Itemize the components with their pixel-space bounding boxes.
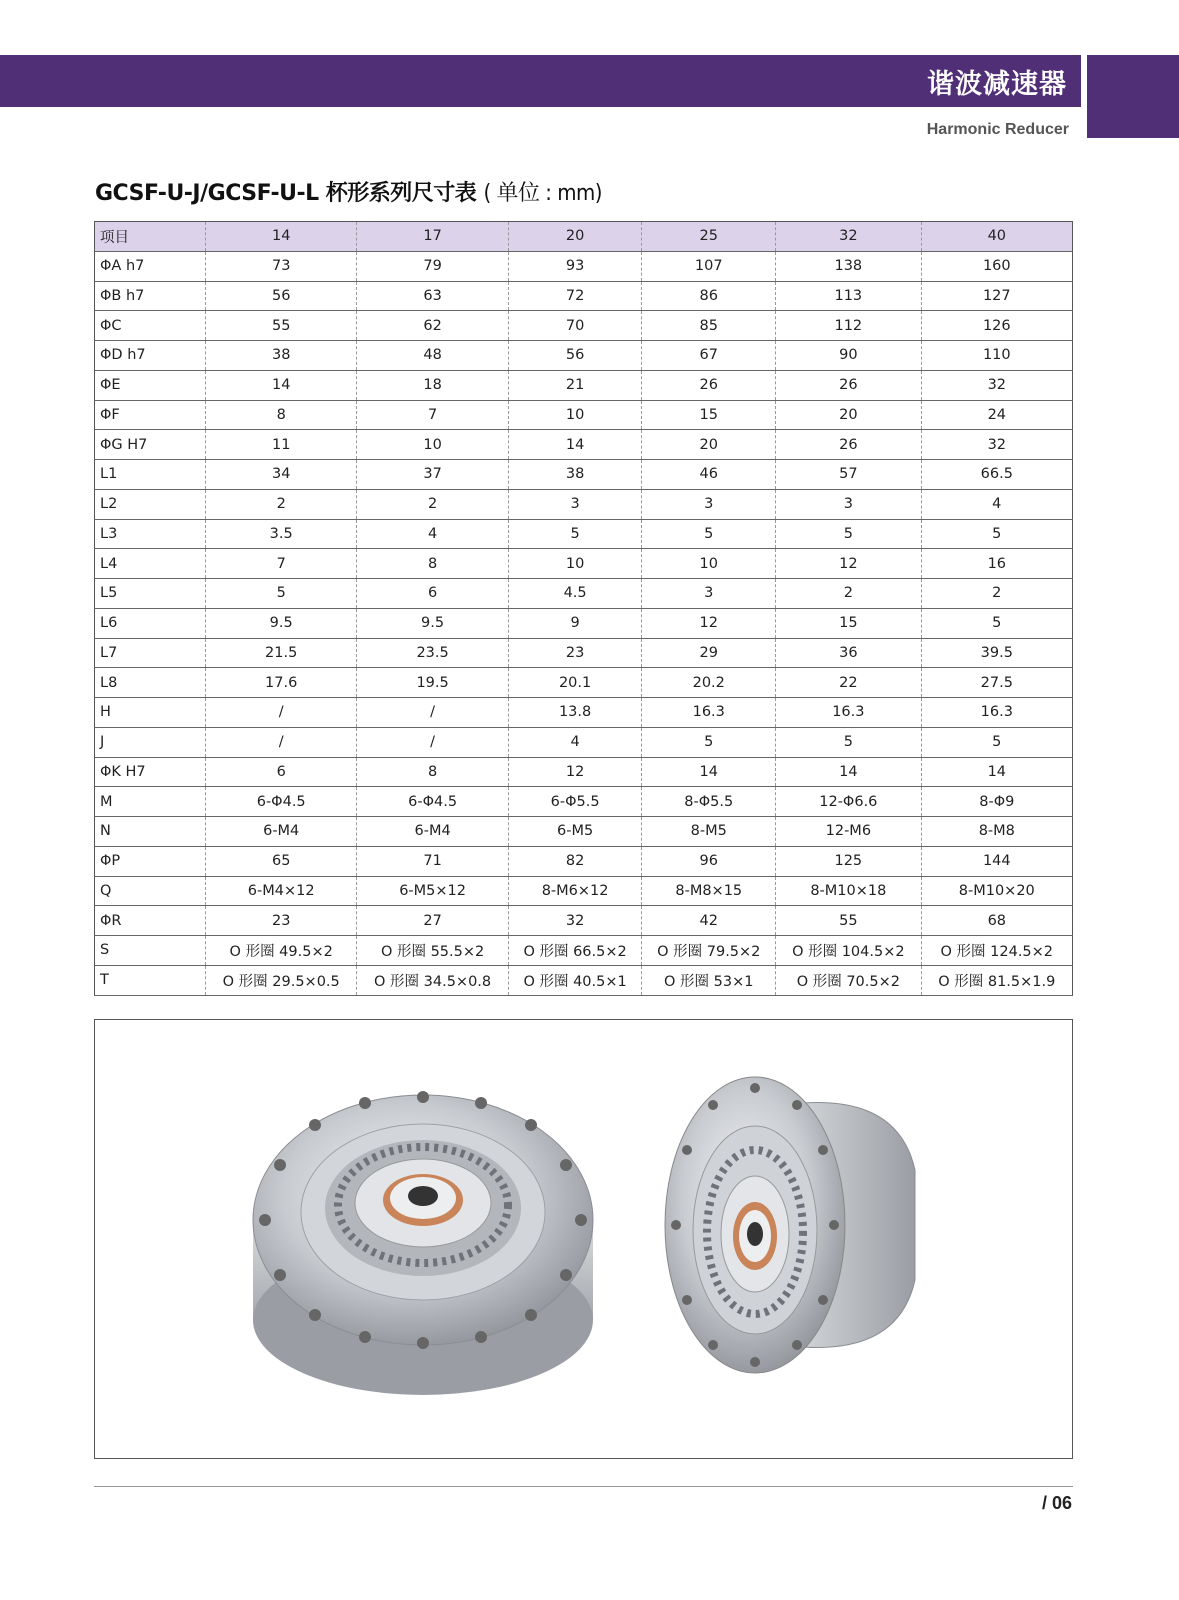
row-label: L6 [95,608,206,638]
table-cell: 93 [508,251,642,281]
table-row [95,400,1073,430]
table-cell: 107 [642,251,776,281]
product-illustration [95,1020,1072,1458]
table-cell: 85 [642,311,776,341]
table-cell: 8-M10×18 [776,876,921,906]
table-cell: O 形圈 81.5×1.9 [921,965,1072,995]
table-header-item: 项目 [95,222,206,252]
table-row [95,876,1073,906]
table-cell: 8-M8×15 [642,876,776,906]
table-cell: 112 [776,311,921,341]
row-label: ΦF [95,400,206,430]
table-cell: 12-Φ6.6 [776,787,921,817]
table-cell: 55 [206,311,357,341]
table-cell: O 形圈 55.5×2 [357,936,508,966]
table-cell: O 形圈 53×1 [642,965,776,995]
table-title-main: GCSF-U-J/GCSF-U-L 杯形系列尺寸表 [95,181,477,206]
table-row [95,579,1073,609]
table-cell: 8 [206,400,357,430]
row-label: ΦD h7 [95,341,206,371]
table-cell: 6-Φ5.5 [508,787,642,817]
row-label: L1 [95,460,206,490]
table-title-unit: ( 单位 : mm) [483,181,602,206]
product-photo-box [94,1019,1073,1459]
row-label: H [95,698,206,728]
table-cell: 66.5 [921,460,1072,490]
table-cell: 125 [776,846,921,876]
table-cell: 6 [206,757,357,787]
table-cell: 8-M5 [642,817,776,847]
table-cell: 86 [642,281,776,311]
table-cell: 10 [508,400,642,430]
table-header-size: 40 [921,222,1072,252]
row-label: L2 [95,489,206,519]
table-cell: 144 [921,846,1072,876]
table-cell: 14 [921,757,1072,787]
table-cell: 9.5 [357,608,508,638]
table-header-size: 25 [642,222,776,252]
table-title [95,176,602,207]
table-cell: 7 [206,549,357,579]
table-cell: 5 [776,519,921,549]
header-band [0,55,1081,107]
table-row [95,965,1073,995]
table-cell: 16.3 [642,698,776,728]
table-cell: 3 [508,489,642,519]
table-row [95,727,1073,757]
table-cell: O 形圈 66.5×2 [508,936,642,966]
table-row [95,549,1073,579]
table-cell: 8-M8 [921,817,1072,847]
table-cell: 34 [206,460,357,490]
table-row [95,906,1073,936]
table-cell: 37 [357,460,508,490]
table-cell: 16.3 [921,698,1072,728]
table-cell: O 形圈 79.5×2 [642,936,776,966]
table-cell: 8 [357,549,508,579]
table-cell: 11 [206,430,357,460]
row-label: L8 [95,668,206,698]
table-cell: 32 [921,370,1072,400]
row-label: ΦK H7 [95,757,206,787]
table-cell: 3.5 [206,519,357,549]
table-cell: / [357,698,508,728]
table-cell: O 形圈 104.5×2 [776,936,921,966]
table-cell: 21.5 [206,638,357,668]
row-label: ΦC [95,311,206,341]
dimension-table [94,221,1073,996]
table-row [95,341,1073,371]
table-row [95,846,1073,876]
row-label: ΦG H7 [95,430,206,460]
header-side-block [1087,55,1179,138]
row-label: ΦP [95,846,206,876]
row-label: T [95,965,206,995]
table-cell: 6-M4 [206,817,357,847]
table-cell: 24 [921,400,1072,430]
table-row [95,698,1073,728]
table-cell: O 形圈 70.5×2 [776,965,921,995]
table-cell: 22 [776,668,921,698]
table-cell: 113 [776,281,921,311]
table-cell: 4.5 [508,579,642,609]
table-cell: 5 [921,727,1072,757]
table-cell: 5 [921,519,1072,549]
table-cell: 6-M4×12 [206,876,357,906]
table-cell: 56 [508,341,642,371]
header-title-en: Harmonic Reducer [926,121,1069,138]
table-cell: 63 [357,281,508,311]
table-cell: 4 [921,489,1072,519]
table-cell: 2 [206,489,357,519]
table-cell: 3 [776,489,921,519]
row-label: ΦA h7 [95,251,206,281]
table-cell: 8 [357,757,508,787]
table-cell: 8-Φ9 [921,787,1072,817]
table-row [95,430,1073,460]
table-cell: 70 [508,311,642,341]
table-row [95,519,1073,549]
table-row [95,608,1073,638]
table-cell: 26 [642,370,776,400]
row-label: ΦE [95,370,206,400]
table-row [95,251,1073,281]
table-row [95,370,1073,400]
table-cell: / [206,727,357,757]
table-cell: O 形圈 40.5×1 [508,965,642,995]
table-row [95,668,1073,698]
table-cell: 9.5 [206,608,357,638]
table-cell: 90 [776,341,921,371]
table-cell: 29 [642,638,776,668]
table-cell: 20 [776,400,921,430]
table-cell: 110 [921,341,1072,371]
table-cell: 10 [642,549,776,579]
table-cell: 20 [642,430,776,460]
header-title-cn: 谐波减速器 [927,69,1067,100]
table-cell: 12 [642,608,776,638]
table-cell: 65 [206,846,357,876]
table-cell: 16 [921,549,1072,579]
table-cell: 12 [776,549,921,579]
table-cell: 2 [357,489,508,519]
table-cell: 20.2 [642,668,776,698]
table-cell: 72 [508,281,642,311]
table-cell: 5 [508,519,642,549]
table-cell: 46 [642,460,776,490]
table-cell: 67 [642,341,776,371]
table-cell: 38 [206,341,357,371]
table-cell: 127 [921,281,1072,311]
row-label: L5 [95,579,206,609]
table-cell: 26 [776,370,921,400]
table-cell: 23.5 [357,638,508,668]
table-body [95,251,1073,995]
table-cell: / [357,727,508,757]
table-cell: 5 [776,727,921,757]
row-label: Q [95,876,206,906]
table-cell: 138 [776,251,921,281]
table-cell: 32 [508,906,642,936]
table-cell: 2 [921,579,1072,609]
table-cell: 71 [357,846,508,876]
table-cell: 14 [206,370,357,400]
table-header-row [95,222,1073,252]
footer-divider [94,1486,1073,1487]
table-header-size: 32 [776,222,921,252]
table-row [95,817,1073,847]
table-cell: 82 [508,846,642,876]
table-cell: 6 [357,579,508,609]
row-label: M [95,787,206,817]
table-cell: 57 [776,460,921,490]
table-cell: 12 [508,757,642,787]
table-cell: 8-Φ5.5 [642,787,776,817]
table-cell: 7 [357,400,508,430]
table-cell: / [206,698,357,728]
table-cell: 42 [642,906,776,936]
table-header-size: 17 [357,222,508,252]
table-cell: 18 [357,370,508,400]
table-cell: 8-M6×12 [508,876,642,906]
table-row [95,936,1073,966]
table-cell: 36 [776,638,921,668]
table-cell: 23 [508,638,642,668]
table-cell: 13.8 [508,698,642,728]
table-cell: 48 [357,341,508,371]
reducer-image-left [253,1091,593,1395]
table-row [95,460,1073,490]
table-cell: 10 [508,549,642,579]
table-cell: O 形圈 29.5×0.5 [206,965,357,995]
table-cell: 20.1 [508,668,642,698]
row-label: L4 [95,549,206,579]
table-cell: 19.5 [357,668,508,698]
table-cell: 126 [921,311,1072,341]
table-row [95,638,1073,668]
table-row [95,757,1073,787]
table-cell: 26 [776,430,921,460]
table-cell: 23 [206,906,357,936]
table-cell: 160 [921,251,1072,281]
table-cell: 10 [357,430,508,460]
table-cell: 5 [642,519,776,549]
table-cell: 56 [206,281,357,311]
table-cell: 6-Φ4.5 [206,787,357,817]
table-row [95,281,1073,311]
table-cell: 38 [508,460,642,490]
table-row [95,311,1073,341]
table-cell: 27 [357,906,508,936]
table-cell: 21 [508,370,642,400]
table-cell: 73 [206,251,357,281]
table-cell: 3 [642,489,776,519]
table-cell: 79 [357,251,508,281]
row-label: L7 [95,638,206,668]
table-cell: 17.6 [206,668,357,698]
table-cell: 16.3 [776,698,921,728]
table-cell: 39.5 [921,638,1072,668]
table-cell: 96 [642,846,776,876]
table-cell: 15 [642,400,776,430]
table-cell: 2 [776,579,921,609]
table-cell: 6-M5 [508,817,642,847]
table-cell: 4 [357,519,508,549]
table-cell: 27.5 [921,668,1072,698]
table-cell: 32 [921,430,1072,460]
table-cell: 9 [508,608,642,638]
table-cell: 62 [357,311,508,341]
table-row [95,489,1073,519]
table-cell: 5 [206,579,357,609]
row-label: ΦB h7 [95,281,206,311]
table-cell: 8-M10×20 [921,876,1072,906]
table-cell: 6-M4 [357,817,508,847]
row-label: J [95,727,206,757]
table-cell: 68 [921,906,1072,936]
table-cell: O 形圈 49.5×2 [206,936,357,966]
reducer-image-right [665,1077,915,1373]
table-row [95,787,1073,817]
table-cell: 6-M5×12 [357,876,508,906]
table-cell: 3 [642,579,776,609]
table-cell: 12-M6 [776,817,921,847]
table-cell: 14 [642,757,776,787]
row-label: S [95,936,206,966]
table-cell: 5 [921,608,1072,638]
row-label: ΦR [95,906,206,936]
row-label: N [95,817,206,847]
table-cell: 14 [776,757,921,787]
table-cell: 15 [776,608,921,638]
table-cell: 5 [642,727,776,757]
table-cell: 6-Φ4.5 [357,787,508,817]
table-header-size: 14 [206,222,357,252]
table-cell: 4 [508,727,642,757]
page-number: / 06 [1041,1493,1072,1513]
table-cell: O 形圈 34.5×0.8 [357,965,508,995]
table-cell: 55 [776,906,921,936]
table-cell: 14 [508,430,642,460]
table-cell: O 形圈 124.5×2 [921,936,1072,966]
table-header-size: 20 [508,222,642,252]
row-label: L3 [95,519,206,549]
